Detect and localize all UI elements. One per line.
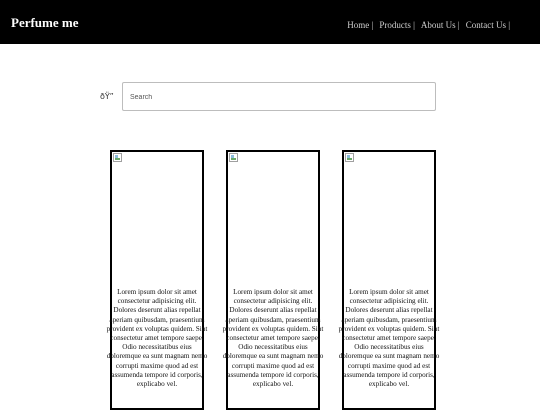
nav-link-home[interactable]: Home | xyxy=(347,20,374,30)
brand-logo[interactable]: Perfume me xyxy=(11,15,79,30)
broken-image-icon xyxy=(229,153,238,162)
nav-link-contact-us[interactable]: Contact Us | xyxy=(465,20,510,30)
search-input[interactable] xyxy=(130,92,420,103)
product-description: Lorem ipsum dolor sit amet consectetur adipisicing elit. Dolores deserunt alias repellat aperiam quibusdam, praesentium provident ex voluptas quidem. Sint consectetur amet tempore saepe. Odio necessitatibus eius doloremque ea sunt magnam nemo corrupti maxime quod ad est assumenda tempore id corporis, explicabo vel. xyxy=(222,288,324,389)
nav-link-about-us[interactable]: About Us | xyxy=(420,20,460,30)
search-box xyxy=(122,82,436,111)
product-card xyxy=(338,150,440,410)
product-card xyxy=(106,150,208,410)
product-description: Lorem ipsum dolor sit amet consectetur adipisicing elit. Dolores deserunt alias repellat aperiam quibusdam, praesentium provident ex voluptas quidem. Sint consectetur amet tempore saepe. Odio necessitatibus eius doloremque ea sunt magnam nemo corrupti maxime quod ad est assumenda tempore id corporis, explicabo vel. xyxy=(106,288,208,389)
nav-link-products[interactable]: Products | xyxy=(379,20,415,30)
navbar xyxy=(0,0,540,44)
product-card xyxy=(222,150,324,410)
broken-image-icon xyxy=(113,153,122,162)
nav-links xyxy=(347,20,510,30)
search-icon: ðŸ” xyxy=(100,92,114,101)
broken-image-icon xyxy=(345,153,354,162)
product-description: Lorem ipsum dolor sit amet consectetur adipisicing elit. Dolores deserunt alias repellat aperiam quibusdam, praesentium provident ex voluptas quidem. Sint consectetur amet tempore saepe. Odio necessitatibus eius doloremque ea sunt magnam nemo corrupti maxime quod ad est assumenda tempore id corporis, explicabo vel. xyxy=(338,288,440,389)
